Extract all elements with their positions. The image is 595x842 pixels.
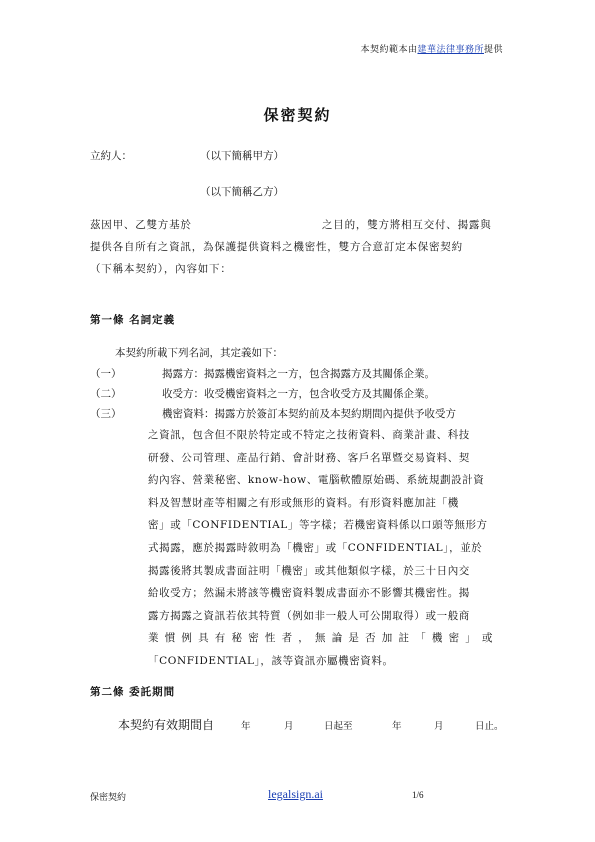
item-1-text: 揭露方：揭露機密資料之一方，包含揭露方及其關係企業。 xyxy=(162,368,435,380)
document-title: 保密契約 xyxy=(263,106,332,124)
preamble-tail: 之目的，雙方將相互交付、揭露與 xyxy=(322,219,492,231)
item-3-text: 機密資料：揭露方於簽訂本契約前及本契約期間內提供予收受方 xyxy=(162,408,456,420)
preamble-line-3: （下稱本契約），內容如下： xyxy=(90,263,232,275)
item-3-label: （三） xyxy=(90,408,122,420)
article-2-heading: 第二條 委託期間 xyxy=(90,686,176,698)
article-2-year-1: 年 xyxy=(241,721,251,732)
header-suffix: 提供 xyxy=(483,45,503,55)
header-note xyxy=(360,42,503,55)
item-3-line: 之資訊，包含但不限於特定或不特定之技術資料、商業計畫、科技 xyxy=(148,429,470,441)
item-3-line: 給收受方；然漏未將該等機密資料製成書面亦不影響其機密性。揭 xyxy=(148,587,470,600)
preamble-lead: 茲因甲、乙雙方基於 xyxy=(90,219,192,231)
item-1-label: （一） xyxy=(90,368,122,380)
article-1-intro: 本契約所載下列名詞，其定義如下： xyxy=(115,347,283,359)
article-2-month-2: 月 xyxy=(434,721,444,732)
item-3-line: 「CONFIDENTIAL」，該等資訊亦屬機密資料。 xyxy=(148,654,394,667)
party-label: 立約人： xyxy=(90,150,132,162)
item-3-line: 業慣例具有秘密性者，無論是否加註「機密」或 xyxy=(148,632,499,645)
footer-legalsign-link[interactable]: legalsign.ai xyxy=(268,787,323,801)
article-2-month-1: 月 xyxy=(284,721,294,732)
header-prefix: 本契約範本由 xyxy=(360,45,418,55)
article-2-body: 本契約有效期間自 xyxy=(118,718,215,732)
item-3-line: 料及智慧財產等相關之有形或無形的資料。有形資料應加註「機 xyxy=(148,496,459,509)
item-2-text: 收受方：收受機密資料之一方，包含收受方及其關係企業。 xyxy=(162,388,435,400)
article-2-day-from: 日起至 xyxy=(324,721,353,732)
preamble-line-2: 提供各自所有之資訊，為保護提供資料之機密性，雙方合意訂定本保密契約 xyxy=(90,241,463,253)
item-3-line: 密」或「CONFIDENTIAL」等字樣；若機密資料係以口頭等無形方 xyxy=(148,519,488,532)
footer-page-number: 1/6 xyxy=(412,790,424,800)
party-b-note: （以下簡稱乙方） xyxy=(200,186,284,198)
article-1-heading: 第一條 名詞定義 xyxy=(90,314,176,326)
law-firm-link[interactable]: 建華法律事務所 xyxy=(417,45,484,55)
article-2-day-end: 日止。 xyxy=(475,721,504,732)
item-3-line: 露方揭露之資訊若依其特質（例如非一般人可公開取得）或一般商 xyxy=(148,609,470,622)
item-3-line: 式揭露，應於揭露時敘明為「機密」或「CONFIDENTIAL」，並於 xyxy=(148,541,483,554)
footer-doc-name: 保密契約 xyxy=(90,793,127,803)
article-2-year-2: 年 xyxy=(392,721,402,732)
item-3-continuation xyxy=(148,424,508,673)
item-3-line: 揭露後將其製成書面註明「機密」或其他類似字樣，於三十日內交 xyxy=(148,564,470,577)
party-a-note: （以下簡稱甲方） xyxy=(200,150,284,162)
item-3-line: 約內容、營業秘密、know-how、電腦軟體原始碼、系統規劃設計資 xyxy=(148,474,485,487)
item-3-line: 研發、公司管理、產品行銷、會計財務、客戶名單暨交易資料、契 xyxy=(148,451,470,464)
item-2-label: （二） xyxy=(90,388,122,400)
